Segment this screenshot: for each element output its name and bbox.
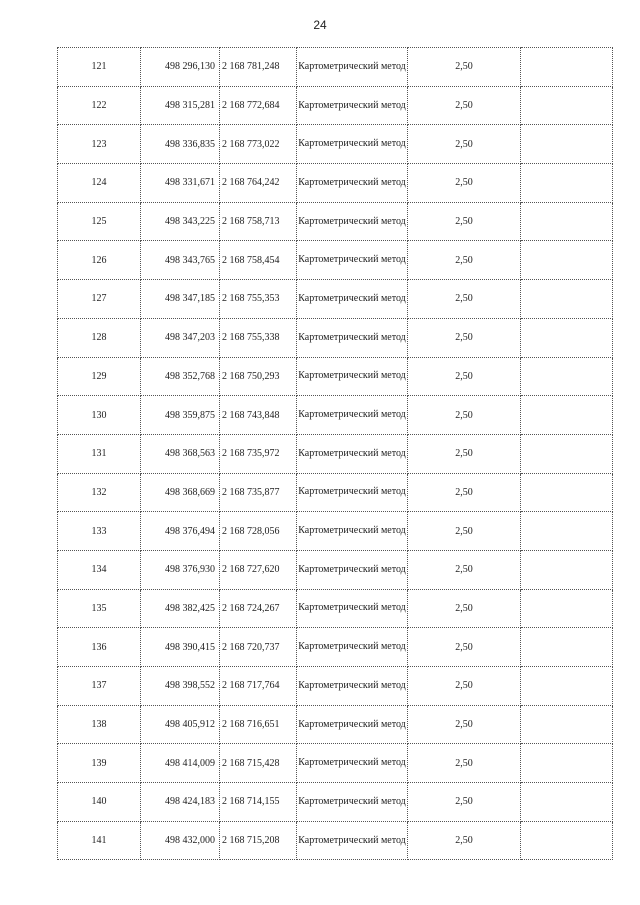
empty-cell: [521, 86, 613, 125]
method-cell: [297, 318, 408, 357]
accuracy-cell: 2,50: [408, 86, 521, 125]
method-cell: [297, 705, 408, 744]
table-row: [58, 821, 613, 860]
y-coordinate-cell: 2 168 750,293: [220, 357, 297, 396]
coordinates-table: [57, 47, 613, 860]
y-coordinate-cell: 2 168 720,737: [220, 628, 297, 667]
accuracy-cell: 2,50: [408, 48, 521, 87]
table-row: [58, 473, 613, 512]
method-text: Картометрический метод: [298, 757, 406, 769]
x-coordinate-cell: 498 368,563: [141, 434, 220, 473]
accuracy-cell: 2,50: [408, 241, 521, 280]
table-row: [58, 125, 613, 164]
method-cell: [297, 202, 408, 241]
empty-cell: [521, 241, 613, 280]
y-coordinate-cell: 2 168 758,713: [220, 202, 297, 241]
empty-cell: [521, 783, 613, 822]
method-cell: [297, 667, 408, 706]
method-cell: [297, 628, 408, 667]
method-text: Картометрический метод: [298, 525, 406, 537]
table-row: [58, 550, 613, 589]
method-cell: [297, 241, 408, 280]
point-number-cell: 141: [58, 821, 141, 860]
empty-cell: [521, 396, 613, 435]
y-coordinate-cell: 2 168 715,208: [220, 821, 297, 860]
x-coordinate-cell: 498 432,000: [141, 821, 220, 860]
y-coordinate-cell: 2 168 772,684: [220, 86, 297, 125]
table-row: [58, 628, 613, 667]
table-row: [58, 434, 613, 473]
method-cell: [297, 396, 408, 435]
table-row: [58, 241, 613, 280]
empty-cell: [521, 48, 613, 87]
method-text: Картометрический метод: [298, 254, 406, 266]
x-coordinate-cell: 498 352,768: [141, 357, 220, 396]
table-row: [58, 48, 613, 87]
x-coordinate-cell: 498 376,930: [141, 550, 220, 589]
method-cell: [297, 589, 408, 628]
empty-cell: [521, 589, 613, 628]
empty-cell: [521, 744, 613, 783]
accuracy-cell: 2,50: [408, 589, 521, 628]
method-text: Картометрический метод: [298, 447, 406, 459]
table-row: [58, 396, 613, 435]
x-coordinate-cell: 498 347,185: [141, 280, 220, 319]
accuracy-cell: 2,50: [408, 125, 521, 164]
table-body: [58, 48, 613, 860]
point-number-cell: 128: [58, 318, 141, 357]
point-number-cell: 136: [58, 628, 141, 667]
method-cell: [297, 512, 408, 551]
x-coordinate-cell: 498 343,765: [141, 241, 220, 280]
table-row: [58, 744, 613, 783]
x-coordinate-cell: 498 390,415: [141, 628, 220, 667]
method-text: Картометрический метод: [298, 795, 406, 807]
accuracy-cell: 2,50: [408, 396, 521, 435]
accuracy-cell: 2,50: [408, 550, 521, 589]
method-text: Картометрический метод: [298, 409, 406, 421]
accuracy-cell: 2,50: [408, 821, 521, 860]
y-coordinate-cell: 2 168 716,651: [220, 705, 297, 744]
method-text: Картометрический метод: [298, 834, 406, 846]
table-row: [58, 280, 613, 319]
point-number-cell: 135: [58, 589, 141, 628]
y-coordinate-cell: 2 168 764,242: [220, 164, 297, 203]
accuracy-cell: 2,50: [408, 473, 521, 512]
x-coordinate-cell: 498 398,552: [141, 667, 220, 706]
table-row: [58, 318, 613, 357]
accuracy-cell: 2,50: [408, 434, 521, 473]
y-coordinate-cell: 2 168 735,972: [220, 434, 297, 473]
empty-cell: [521, 125, 613, 164]
table-row: [58, 783, 613, 822]
method-cell: [297, 125, 408, 164]
method-text: Картометрический метод: [298, 679, 406, 691]
y-coordinate-cell: 2 168 714,155: [220, 783, 297, 822]
x-coordinate-cell: 498 336,835: [141, 125, 220, 164]
empty-cell: [521, 705, 613, 744]
point-number-cell: 139: [58, 744, 141, 783]
table-row: [58, 589, 613, 628]
point-number-cell: 140: [58, 783, 141, 822]
x-coordinate-cell: 498 315,281: [141, 86, 220, 125]
accuracy-cell: 2,50: [408, 357, 521, 396]
table-row: [58, 705, 613, 744]
y-coordinate-cell: 2 168 743,848: [220, 396, 297, 435]
accuracy-cell: 2,50: [408, 667, 521, 706]
y-coordinate-cell: 2 168 724,267: [220, 589, 297, 628]
y-coordinate-cell: 2 168 728,056: [220, 512, 297, 551]
empty-cell: [521, 202, 613, 241]
point-number-cell: 126: [58, 241, 141, 280]
point-number-cell: 124: [58, 164, 141, 203]
x-coordinate-cell: 498 359,875: [141, 396, 220, 435]
accuracy-cell: 2,50: [408, 628, 521, 667]
method-text: Картометрический метод: [298, 60, 406, 72]
x-coordinate-cell: 498 368,669: [141, 473, 220, 512]
method-text: Картометрический метод: [298, 215, 406, 227]
table-row: [58, 202, 613, 241]
point-number-cell: 130: [58, 396, 141, 435]
y-coordinate-cell: 2 168 715,428: [220, 744, 297, 783]
x-coordinate-cell: 498 376,494: [141, 512, 220, 551]
method-cell: [297, 434, 408, 473]
method-cell: [297, 86, 408, 125]
point-number-cell: 129: [58, 357, 141, 396]
method-text: Картометрический метод: [298, 138, 406, 150]
method-text: Картометрический метод: [298, 292, 406, 304]
x-coordinate-cell: 498 343,225: [141, 202, 220, 241]
method-cell: [297, 821, 408, 860]
point-number-cell: 133: [58, 512, 141, 551]
x-coordinate-cell: 498 405,912: [141, 705, 220, 744]
accuracy-cell: 2,50: [408, 512, 521, 551]
method-cell: [297, 473, 408, 512]
accuracy-cell: 2,50: [408, 744, 521, 783]
point-number-cell: 121: [58, 48, 141, 87]
table-row: [58, 667, 613, 706]
table-row: [58, 512, 613, 551]
point-number-cell: 134: [58, 550, 141, 589]
point-number-cell: 122: [58, 86, 141, 125]
y-coordinate-cell: 2 168 735,877: [220, 473, 297, 512]
empty-cell: [521, 473, 613, 512]
method-text: Картометрический метод: [298, 176, 406, 188]
empty-cell: [521, 164, 613, 203]
method-text: Картометрический метод: [298, 563, 406, 575]
method-text: Картометрический метод: [298, 641, 406, 653]
page-number: 24: [313, 18, 327, 32]
accuracy-cell: 2,50: [408, 280, 521, 319]
accuracy-cell: 2,50: [408, 202, 521, 241]
method-text: Картометрический метод: [298, 331, 406, 343]
x-coordinate-cell: 498 424,183: [141, 783, 220, 822]
table-row: [58, 357, 613, 396]
point-number-cell: 127: [58, 280, 141, 319]
x-coordinate-cell: 498 347,203: [141, 318, 220, 357]
x-coordinate-cell: 498 382,425: [141, 589, 220, 628]
empty-cell: [521, 550, 613, 589]
accuracy-cell: 2,50: [408, 783, 521, 822]
method-text: Картометрический метод: [298, 718, 406, 730]
empty-cell: [521, 628, 613, 667]
y-coordinate-cell: 2 168 773,022: [220, 125, 297, 164]
method-cell: [297, 550, 408, 589]
y-coordinate-cell: 2 168 755,338: [220, 318, 297, 357]
y-coordinate-cell: 2 168 727,620: [220, 550, 297, 589]
x-coordinate-cell: 498 414,009: [141, 744, 220, 783]
y-coordinate-cell: 2 168 758,454: [220, 241, 297, 280]
point-number-cell: 132: [58, 473, 141, 512]
method-cell: [297, 783, 408, 822]
accuracy-cell: 2,50: [408, 318, 521, 357]
point-number-cell: 123: [58, 125, 141, 164]
empty-cell: [521, 512, 613, 551]
x-coordinate-cell: 498 331,671: [141, 164, 220, 203]
empty-cell: [521, 821, 613, 860]
empty-cell: [521, 434, 613, 473]
x-coordinate-cell: 498 296,130: [141, 48, 220, 87]
method-cell: [297, 744, 408, 783]
method-cell: [297, 280, 408, 319]
empty-cell: [521, 280, 613, 319]
method-cell: [297, 164, 408, 203]
y-coordinate-cell: 2 168 781,248: [220, 48, 297, 87]
point-number-cell: 131: [58, 434, 141, 473]
method-cell: [297, 357, 408, 396]
empty-cell: [521, 667, 613, 706]
empty-cell: [521, 357, 613, 396]
table-row: [58, 164, 613, 203]
method-cell: [297, 48, 408, 87]
empty-cell: [521, 318, 613, 357]
point-number-cell: 137: [58, 667, 141, 706]
method-text: Картометрический метод: [298, 370, 406, 382]
y-coordinate-cell: 2 168 755,353: [220, 280, 297, 319]
accuracy-cell: 2,50: [408, 705, 521, 744]
point-number-cell: 138: [58, 705, 141, 744]
method-text: Картометрический метод: [298, 602, 406, 614]
accuracy-cell: 2,50: [408, 164, 521, 203]
method-text: Картометрический метод: [298, 99, 406, 111]
point-number-cell: 125: [58, 202, 141, 241]
table-row: [58, 86, 613, 125]
y-coordinate-cell: 2 168 717,764: [220, 667, 297, 706]
method-text: Картометрический метод: [298, 486, 406, 498]
